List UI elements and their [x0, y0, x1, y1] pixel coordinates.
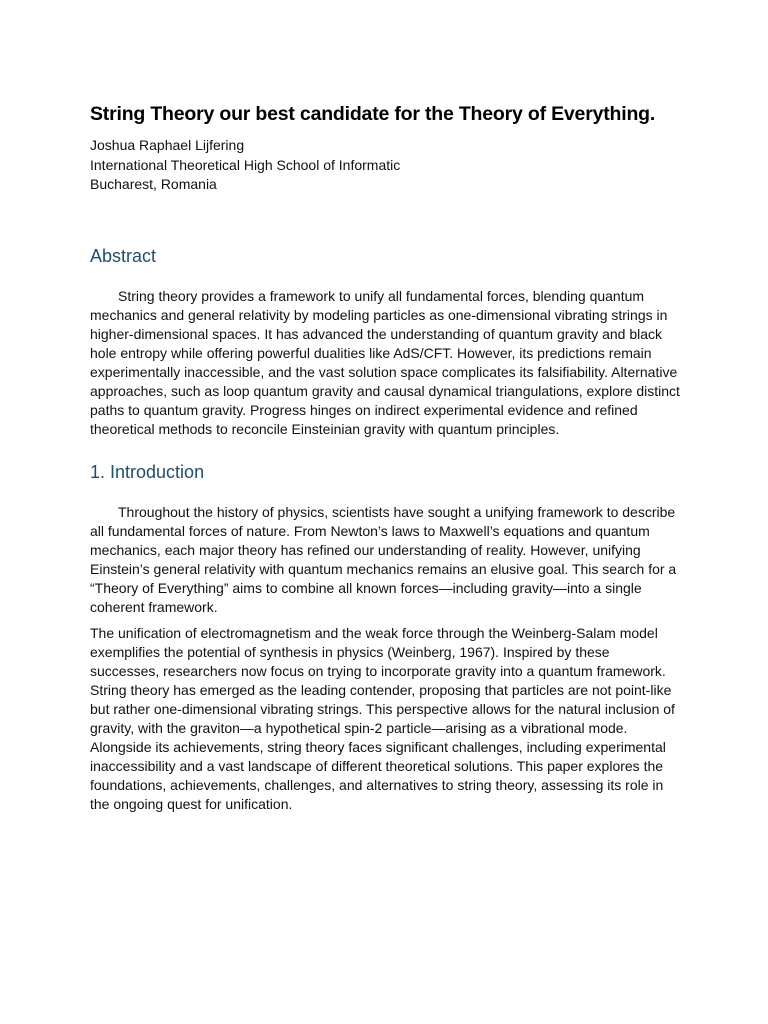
introduction-heading: 1. Introduction: [90, 461, 205, 482]
author-affiliation: International Theoretical High School of Informatic: [90, 156, 401, 173]
abstract-paragraph: String theory provides a framework to unify all fundamental forces, blending quantum mechanics and general relativity by modeling particles as one-dimensional vibrating strings in higher-dimensional spaces. It has advanced the understanding of quantum gravity and black hole entropy while offering powerful dualities like AdS/CFT. However, its predictions remain experimentally inaccessible, and the vast solution space complicates its falsifiability. Alternative approaches, such as loop quantum gravity and causal dynamical triangulations, explore distinct paths to quantum gravity. Progress hinges on indirect experimental evidence and refined theoretical methods to reconcile Einsteinian gravity with quantum principles.: [90, 287, 680, 437]
author-name: Joshua Raphael Lijfering: [90, 137, 245, 153]
introduction-paragraph-2: The unification of electromagnetism and the weak force through the Weinberg-Salam model exemplifies the potential of synthesis in physics (Weinberg, 1967). Inspired by these successes, researchers now focus on trying to incorporate gravity into a quantum framework. String theory has emerged as the leading contender, proposing that particles are not point-like but rather one-dimensional vibrating strings. This perspective allows for the natural inclusion of gravity, with the graviton—a hypothetical spin-2 particle—arising as a vibrational mode. Alongside its achievements, string theory faces significant challenges, including experimental inaccessibility and a vast landscape of different theoretical solutions. This paper explores the foundations, achievements, challenges, and alternatives to string theory, assessing its role in the ongoing quest for unification.: [90, 624, 675, 812]
paper-title: String Theory our best candidate for the Theory of Everything.: [90, 103, 656, 125]
author-location: Bucharest, Romania: [90, 176, 217, 192]
document-page: [90, 100, 680, 814]
introduction-paragraph-1: Throughout the history of physics, scientists have sought a unifying framework to describe all fundamental forces of nature. From Newton’s laws to Maxwell’s equations and quantum mechanics, each major theory has refined our understanding of reality. However, unifying Einstein’s general relativity with quantum mechanics remains an elusive goal. This search for a “Theory of Everything” aims to combine all known forces—including gravity—into a single coherent framework.: [90, 503, 677, 615]
abstract-heading: Abstract: [90, 245, 157, 266]
author-block: [90, 136, 680, 195]
